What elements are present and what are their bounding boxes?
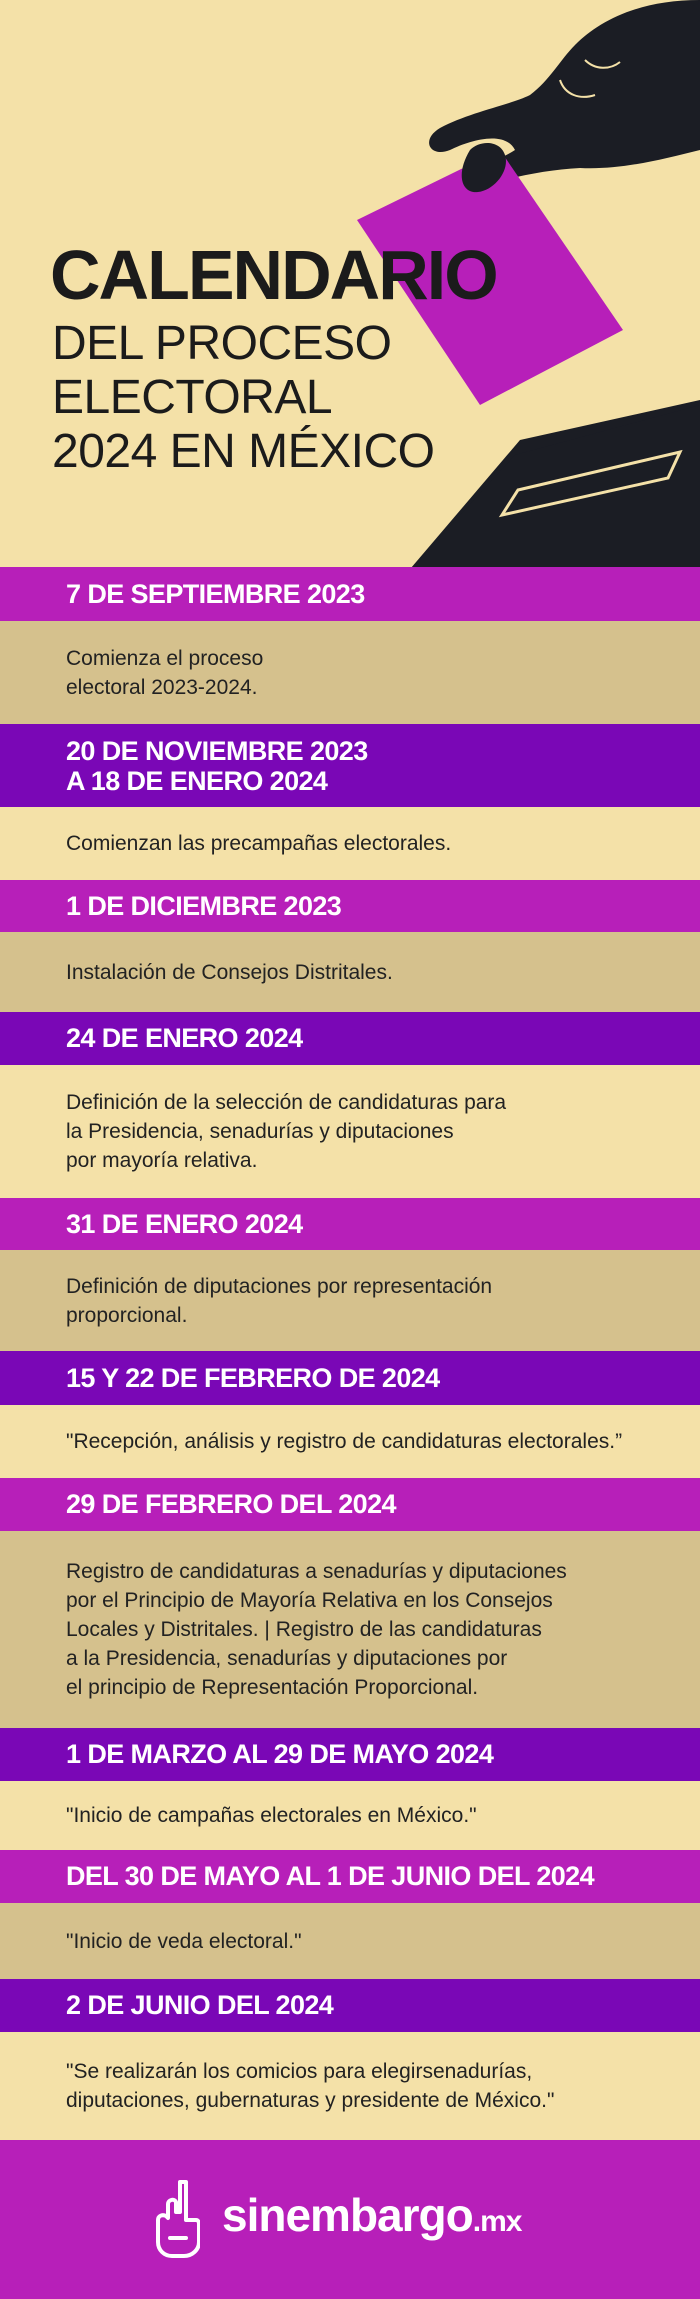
description-line: "Inicio de campañas electorales en México." (66, 1804, 477, 1827)
description-line: electoral 2023-2024. (66, 675, 258, 699)
description-line: por mayoría relativa. (66, 1149, 258, 1172)
page-title: CALENDARIO (50, 236, 497, 314)
description-line: Comienza el proceso (66, 646, 264, 670)
event-date-band (0, 1728, 700, 1781)
hand-logo-icon (156, 2180, 200, 2258)
hero (0, 0, 700, 567)
description-line: "Recepción, análisis y registro de candidaturas electorales.” (66, 1430, 623, 1453)
event-description (0, 1531, 700, 1728)
subtitle-line: 2024 EN MÉXICO (52, 425, 435, 478)
brand-name: sinembargo (222, 2189, 473, 2241)
brand-suffix: .mx (472, 2205, 522, 2238)
event-description (0, 621, 700, 724)
event-description (0, 1781, 700, 1850)
description-line: por el Principio de Mayoría Relativa en los Consejos (66, 1589, 553, 1612)
event-date: A 18 DE ENERO 2024 (66, 765, 328, 796)
event-description (0, 1405, 700, 1478)
page-subtitle (52, 317, 434, 479)
event-date: 2 DE JUNIO DEL 2024 (66, 1990, 334, 2020)
event-date: 29 DE FEBRERO DEL 2024 (66, 1489, 396, 1519)
description-line: diputaciones, gubernaturas y presidente de México." (66, 2089, 555, 2112)
event-date-band (0, 1478, 700, 1531)
description-line: Registro de candidaturas a senadurías y diputaciones (66, 1560, 567, 1583)
event-description (0, 807, 700, 880)
description-line: la Presidencia, senadurías y diputaciones (66, 1120, 454, 1143)
event-date: 31 DE ENERO 2024 (66, 1208, 303, 1239)
brand-logo (222, 2188, 521, 2242)
event-date: 15 Y 22 DE FEBRERO DE 2024 (66, 1362, 440, 1393)
event-description (0, 1065, 700, 1198)
event-date-band (0, 567, 700, 621)
subtitle-line: ELECTORAL (52, 371, 333, 424)
event-date-band (0, 724, 700, 807)
event-date-band (0, 1979, 700, 2032)
description-line: Definición de diputaciones por representación (66, 1274, 493, 1298)
event-date: 20 DE NOVIEMBRE 2023 (66, 735, 368, 766)
description-line: a la Presidencia, senadurías y diputaciones por (66, 1647, 508, 1670)
event-date-band (0, 1351, 700, 1405)
event-date-band (0, 1012, 700, 1065)
event-date: 24 DE ENERO 2024 (66, 1023, 303, 1053)
event-date: 7 DE SEPTIEMBRE 2023 (66, 578, 365, 609)
event-date: 1 DE MARZO AL 29 DE MAYO 2024 (66, 1739, 494, 1769)
subtitle-line: DEL PROCESO (52, 317, 392, 370)
event-description (0, 932, 700, 1012)
event-date-band (0, 1198, 700, 1250)
description-line: "Se realizarán los comicios para elegirsenadurías, (66, 2060, 533, 2083)
description-line: Comienzan las precampañas electorales. (66, 832, 452, 855)
description-line: Instalación de Consejos Distritales. (66, 960, 393, 984)
event-description (0, 1250, 700, 1351)
description-line: Locales y Distritales. | Registro de las candidaturas (66, 1618, 542, 1641)
description-line: Definición de la selección de candidaturas para (66, 1091, 507, 1114)
event-date-band (0, 880, 700, 932)
description-line: "Inicio de veda electoral." (66, 1929, 302, 1953)
event-description (0, 1903, 700, 1979)
event-date: 1 DE DICIEMBRE 2023 (66, 890, 342, 921)
event-date-band (0, 1850, 700, 1903)
event-date: DEL 30 DE MAYO AL 1 DE JUNIO DEL 2024 (66, 1861, 595, 1891)
description-line: proporcional. (66, 1303, 188, 1327)
description-line: el principio de Representación Proporcional. (66, 1676, 479, 1699)
event-description (0, 2032, 700, 2140)
